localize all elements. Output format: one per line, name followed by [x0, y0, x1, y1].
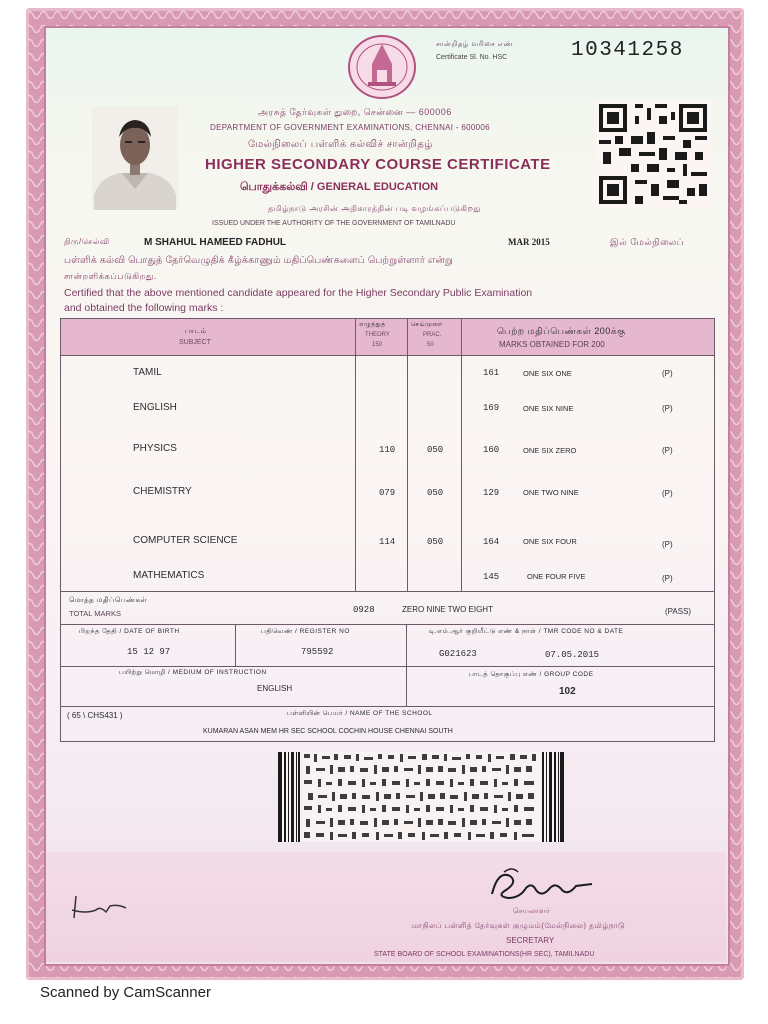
subject-grade: (P) [662, 489, 673, 498]
subject-total-words: ONE SIX ONE [523, 369, 572, 378]
subject-grade: (P) [662, 540, 673, 549]
subject-total: 145 [483, 572, 500, 582]
candidate-tamil-line-2: பள்ளிக் கல்வி பொதுத் தேர்வெழுதிக் கீழ்க்காணும் மதிப்பெண்களைப் பெற்றுள்ளார் என்று [64, 255, 453, 266]
group-code: 102 [559, 686, 576, 697]
secretary-title: SECRETARY [506, 936, 555, 945]
course-tamil: மேல்நிலைப் பள்ளிக் கல்விச் சான்றிதழ் [248, 139, 433, 150]
total-marks: 0928 [353, 605, 375, 615]
col-subject-tamil: பாடம் [185, 328, 207, 335]
col-theory-max: 150 [372, 342, 383, 348]
exam-month-year: MAR 2015 [508, 237, 550, 247]
subject-name: TAMIL [133, 367, 162, 378]
subject-total: 169 [483, 403, 500, 413]
medium-of-instruction: ENGLISH [257, 684, 293, 693]
tmr-label: டி.எம்.ஆர் குறியீட்டு எண் & நாள் / TMR CODE NO & DATE [429, 628, 624, 635]
subject-name: CHEMISTRY [133, 486, 192, 497]
scanner-watermark: Scanned by CamScanner [40, 984, 211, 1001]
date-of-birth: 15 12 97 [127, 647, 171, 657]
certified-line-1: Certified that the above mentioned candidate appeared for the Higher Secondary Public Examination [64, 287, 533, 299]
authority-english: ISSUED UNDER THE AUTHORITY OF THE GOVERNMENT OF TAMILNADU [212, 220, 456, 227]
cert-serial-number: 10341258 [571, 39, 684, 62]
marks-table [60, 318, 715, 742]
candidate-right-tamil: இல் மேல்நிலைப் [610, 237, 684, 247]
subject-total: 160 [483, 445, 500, 455]
candidate-photo [92, 107, 178, 210]
subject-prac: 050 [427, 445, 444, 455]
subject-theory: 079 [379, 488, 396, 498]
education-type: பொதுக்கல்வி / GENERAL EDUCATION [240, 181, 439, 193]
subject-total: 129 [483, 488, 500, 498]
col-theory-tamil: எழுத்துத் [359, 322, 386, 328]
dept-tamil: அரசுத் தேர்வுகள் துறை, சென்னை — 600006 [258, 107, 452, 117]
subject-grade: (P) [662, 369, 673, 378]
subject-total-words: ONE FOUR FIVE [527, 572, 586, 581]
col-marks-tamil: பெற்ற மதிப்பெண்கள் 200க்கு [497, 326, 626, 336]
subject-total-words: ONE SIX NINE [523, 404, 574, 413]
barcode [278, 752, 564, 842]
subject-grade: (P) [662, 574, 673, 583]
tamilnadu-emblem-icon [346, 34, 418, 100]
subject-name: PHYSICS [133, 443, 177, 454]
subject-grade: (P) [662, 404, 673, 413]
course-title: HIGHER SECONDARY COURSE CERTIFICATE [205, 156, 551, 173]
subject-theory: 110 [379, 445, 396, 455]
subject-name: COMPUTER SCIENCE [133, 535, 238, 546]
board-name: STATE BOARD OF SCHOOL EXAMINATIONS(HR SEC), TAMILNADU [374, 951, 595, 958]
candidate-name: M SHAHUL HAMEED FADHUL [144, 237, 287, 248]
result-status: (PASS) [665, 607, 692, 616]
cert-sl-tamil: சான்றிதழ் வரிசை எண் [436, 41, 514, 48]
dept-english: DEPARTMENT OF GOVERNMENT EXAMINATIONS, CHENNAI - 600006 [210, 123, 490, 132]
total-label-tamil: மொத்த மதிப்பெண்கள் [69, 597, 148, 604]
school-code: ( 65 \ CHS431 ) [67, 711, 123, 720]
subject-theory: 114 [379, 537, 396, 547]
footer-band [46, 852, 726, 962]
col-prac-tamil: செய்முறை [411, 322, 443, 328]
subject-prac: 050 [427, 537, 444, 547]
subject-total-words: ONE SIX ZERO [523, 446, 577, 455]
col-marks: MARKS OBTAINED FOR 200 [499, 340, 605, 349]
left-signature-mark [66, 888, 136, 924]
col-theory: THEORY [365, 332, 390, 338]
subject-total: 161 [483, 368, 500, 378]
total-label: TOTAL MARKS [69, 609, 121, 618]
medium-label: பயிற்று மொழி / MEDIUM OF INSTRUCTION [119, 669, 267, 676]
school-label: பள்ளியின் பெயர் / NAME OF THE SCHOOL [287, 710, 433, 717]
candidate-tamil-line-3: சான்றளிக்கப்படுகிறது. [64, 271, 157, 281]
dob-label: பிறந்த தேதி / DATE OF BIRTH [79, 628, 180, 635]
board-tamil: மாநிலப் பள்ளித் தேர்வுகள் குழுமம்(மேல்நிலை) தமிழ்நாடு [412, 921, 626, 930]
secretary-tamil: செயலாளர் [513, 908, 551, 915]
group-label: பாடத் தொகுப்பு எண் / GROUP CODE [469, 671, 594, 678]
subject-name: ENGLISH [133, 402, 177, 413]
qr-code [594, 100, 712, 208]
col-prac: PRAC. [423, 332, 442, 338]
col-subject: SUBJECT [179, 339, 211, 346]
subject-prac: 050 [427, 488, 444, 498]
register-number: 795592 [301, 647, 334, 657]
school-name: KUMARAN ASAN MEM HR SEC SCHOOL COCHIN HOUSE CHENNAI SOUTH [203, 728, 453, 735]
certified-line-2: and obtained the following marks : [64, 302, 224, 314]
register-label: பதிவெண் / REGISTER NO [261, 628, 350, 635]
authority-tamil: தமிழ்நாடு அரசின் அதிகாரத்தின் படி வழங்கப்படுகிறது [268, 204, 481, 213]
subject-total-words: ONE TWO NINE [523, 488, 579, 497]
col-prac-max: 50 [427, 342, 434, 348]
subject-total: 164 [483, 537, 500, 547]
total-marks-words: ZERO NINE TWO EIGHT [402, 605, 493, 614]
secretary-signature [488, 864, 596, 908]
candidate-prefix: திரு/செல்வி [64, 237, 110, 246]
tmr-date: 07.05.2015 [545, 650, 600, 660]
cert-sl-label: Certificate Sl. No. HSC [436, 54, 508, 61]
subject-name: MATHEMATICS [133, 570, 205, 581]
subject-total-words: ONE SIX FOUR [523, 537, 577, 546]
tmr-code: G021623 [439, 649, 477, 659]
subject-grade: (P) [662, 446, 673, 455]
